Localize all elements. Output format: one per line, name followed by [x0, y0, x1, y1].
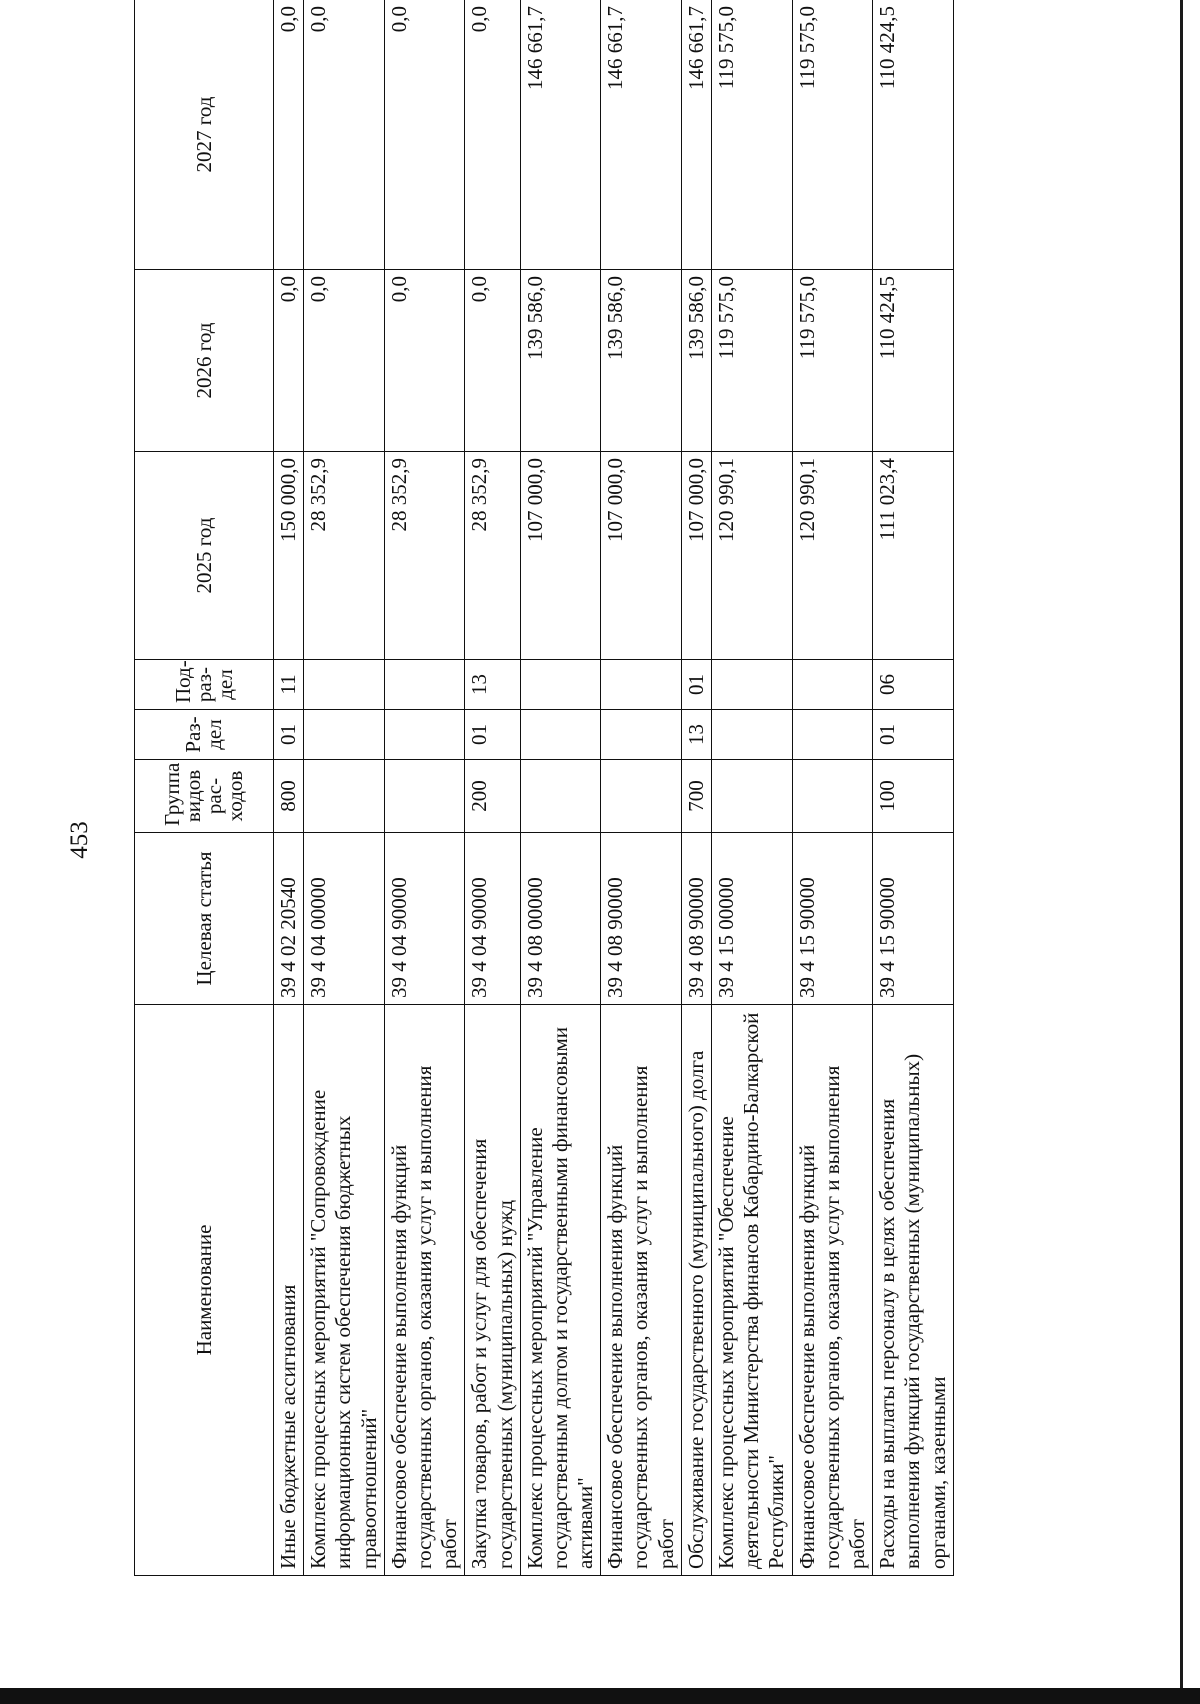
row-target: 39 4 04 90000	[465, 833, 520, 1005]
table-row	[384, 0, 465, 1576]
row-2025: 120 990,1	[792, 452, 873, 660]
row-target: 39 4 15 90000	[873, 833, 954, 1005]
row-2026: 139 586,0	[681, 270, 711, 452]
row-2027: 119 575,0	[712, 0, 793, 270]
row-section	[601, 710, 682, 760]
row-2027: 119 575,0	[792, 0, 873, 270]
row-section: 01	[465, 710, 520, 760]
row-2026: 119 575,0	[712, 270, 793, 452]
row-section	[520, 710, 601, 760]
row-2025: 28 352,9	[304, 452, 385, 660]
row-group: 100	[873, 760, 954, 833]
table-row	[274, 0, 304, 1576]
row-subsection	[384, 660, 465, 710]
row-2027: 146 661,7	[681, 0, 711, 270]
row-2026: 0,0	[384, 270, 465, 452]
header-target: Целевая статья	[135, 833, 274, 1005]
row-subsection	[601, 660, 682, 710]
row-name: Иные бюджетные ассигнования	[274, 1005, 304, 1576]
row-section: 13	[681, 710, 711, 760]
row-2026: 139 586,0	[520, 270, 601, 452]
budget-table-wrapper	[134, 0, 1045, 1576]
row-subsection: 06	[873, 660, 954, 710]
row-subsection: 01	[681, 660, 711, 710]
table-row	[304, 0, 385, 1576]
header-2026: 2026 год	[135, 270, 274, 452]
row-section	[384, 710, 465, 760]
row-group	[384, 760, 465, 833]
row-2026: 139 586,0	[601, 270, 682, 452]
row-group	[304, 760, 385, 833]
row-group	[792, 760, 873, 833]
row-target: 39 4 15 00000	[712, 833, 793, 1005]
row-2027: 0,0	[274, 0, 304, 270]
row-target: 39 4 04 00000	[304, 833, 385, 1005]
row-group: 700	[681, 760, 711, 833]
row-target: 39 4 15 90000	[792, 833, 873, 1005]
row-subsection: 11	[274, 660, 304, 710]
row-2025: 28 352,9	[465, 452, 520, 660]
row-name: Обслуживание государственного (муниципального) долга	[681, 1005, 711, 1576]
budget-table	[134, 0, 954, 1576]
row-group: 200	[465, 760, 520, 833]
row-section: 01	[873, 710, 954, 760]
header-row	[135, 0, 274, 1576]
row-2025: 107 000,0	[601, 452, 682, 660]
header-subsection: Под-раз-дел	[135, 660, 274, 710]
row-2025: 107 000,0	[520, 452, 601, 660]
row-target: 39 4 02 20540	[274, 833, 304, 1005]
row-2026: 110 424,5	[873, 270, 954, 452]
scan-edge-bottom	[0, 1688, 1200, 1704]
row-section	[304, 710, 385, 760]
row-2027: 146 661,7	[520, 0, 601, 270]
row-2027: 0,0	[304, 0, 385, 270]
row-name: Финансовое обеспечение выполнения функций государственных органов, оказания услуг и выполнения работ	[601, 1005, 682, 1576]
page-number: 453	[66, 821, 93, 859]
row-2025: 111 023,4	[873, 452, 954, 660]
row-target: 39 4 08 00000	[520, 833, 601, 1005]
row-name: Расходы на выплаты персоналу в целях обеспечения выполнения функций государственных (муниципальных) органами, казенными	[873, 1005, 954, 1576]
row-2027: 110 424,5	[873, 0, 954, 270]
row-section	[712, 710, 793, 760]
row-group	[520, 760, 601, 833]
table-row	[712, 0, 793, 1576]
row-target: 39 4 04 90000	[384, 833, 465, 1005]
row-2025: 120 990,1	[712, 452, 793, 660]
row-subsection: 13	[465, 660, 520, 710]
row-name: Комплекс процессных мероприятий "Обеспечение деятельности Министерства финансов Кабардино-Балкарской Республики"	[712, 1005, 793, 1576]
table-row	[792, 0, 873, 1576]
row-2026: 0,0	[304, 270, 385, 452]
table-row	[681, 0, 711, 1576]
header-2025: 2025 год	[135, 452, 274, 660]
table-row	[873, 0, 954, 1576]
row-subsection	[520, 660, 601, 710]
row-group: 800	[274, 760, 304, 833]
table-row	[465, 0, 520, 1576]
table-row	[520, 0, 601, 1576]
row-target: 39 4 08 90000	[601, 833, 682, 1005]
row-section: 01	[274, 710, 304, 760]
row-2026: 0,0	[465, 270, 520, 452]
row-2027: 146 661,7	[601, 0, 682, 270]
row-subsection	[304, 660, 385, 710]
row-target: 39 4 08 90000	[681, 833, 711, 1005]
row-name: Комплекс процессных мероприятий "Управление государственным долгом и государственными финансовыми активами"	[520, 1005, 601, 1576]
row-name: Финансовое обеспечение выполнения функций государственных органов, оказания услуг и выполнения работ	[384, 1005, 465, 1576]
row-2027: 0,0	[384, 0, 465, 270]
header-group: Группа видов рас-ходов	[135, 760, 274, 833]
row-2025: 28 352,9	[384, 452, 465, 660]
row-section	[792, 710, 873, 760]
header-2027: 2027 год	[135, 0, 274, 270]
header-section: Раз-дел	[135, 710, 274, 760]
row-2025: 107 000,0	[681, 452, 711, 660]
row-2025: 150 000,0	[274, 452, 304, 660]
header-name: Наименование	[135, 1005, 274, 1576]
row-group	[712, 760, 793, 833]
row-name: Закупка товаров, работ и услуг для обеспечения государственных (муниципальных) нужд	[465, 1005, 520, 1576]
row-subsection	[792, 660, 873, 710]
row-2027: 0,0	[465, 0, 520, 270]
scan-edge-right	[1180, 0, 1183, 1704]
row-2026: 0,0	[274, 270, 304, 452]
table-row	[601, 0, 682, 1576]
row-name: Финансовое обеспечение выполнения функций государственных органов, оказания услуг и выполнения работ	[792, 1005, 873, 1576]
row-group	[601, 760, 682, 833]
row-name: Комплекс процессных мероприятий "Сопровождение информационных систем обеспечения бюджетных правоотношений"	[304, 1005, 385, 1576]
row-2026: 119 575,0	[792, 270, 873, 452]
row-subsection	[712, 660, 793, 710]
